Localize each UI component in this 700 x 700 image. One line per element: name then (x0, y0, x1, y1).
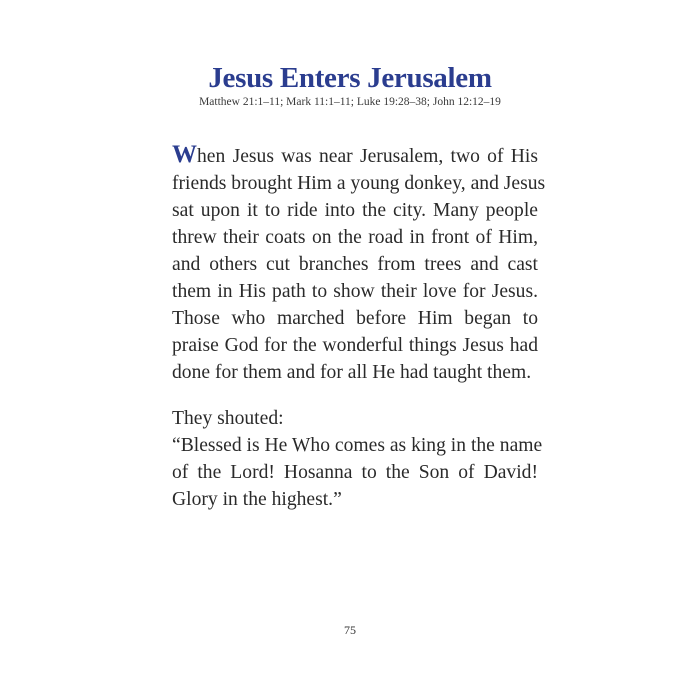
page-number: 75 (344, 623, 356, 637)
text-line: praise God for the wonderful things Jesus had (172, 335, 538, 356)
page-title: Jesus Enters Jerusalem (208, 62, 492, 94)
text-line: threw their coats on the road in front of Him, (172, 227, 538, 248)
scripture-references: Matthew 21:1–11; Mark 11:1–11; Luke 19:28–38; John 12:12–19 (199, 96, 501, 108)
text-line: They shouted: (172, 408, 284, 429)
drop-cap: W (172, 141, 197, 168)
text-line: and others cut branches from trees and cast (172, 254, 538, 275)
text-line: them in His path to show their love for Jesus. (172, 281, 538, 302)
text-line: “Blessed is He Who comes as king in the name (172, 435, 543, 456)
text-line: Glory in the highest.” (172, 489, 342, 510)
text-line: When Jesus was near Jerusalem, two of His (172, 141, 538, 168)
text-line: friends brought Him a young donkey, and Jesus (172, 173, 546, 194)
story-paragraph-1 (172, 141, 546, 386)
text-line: sat upon it to ride into the city. Many people (172, 200, 538, 221)
story-paragraph-2 (172, 405, 543, 513)
text-line: of the Lord! Hosanna to the Son of David! (172, 462, 538, 483)
text-line: Those who marched before Him began to (172, 308, 538, 329)
text-line: done for them and for all He had taught them. (172, 362, 532, 383)
